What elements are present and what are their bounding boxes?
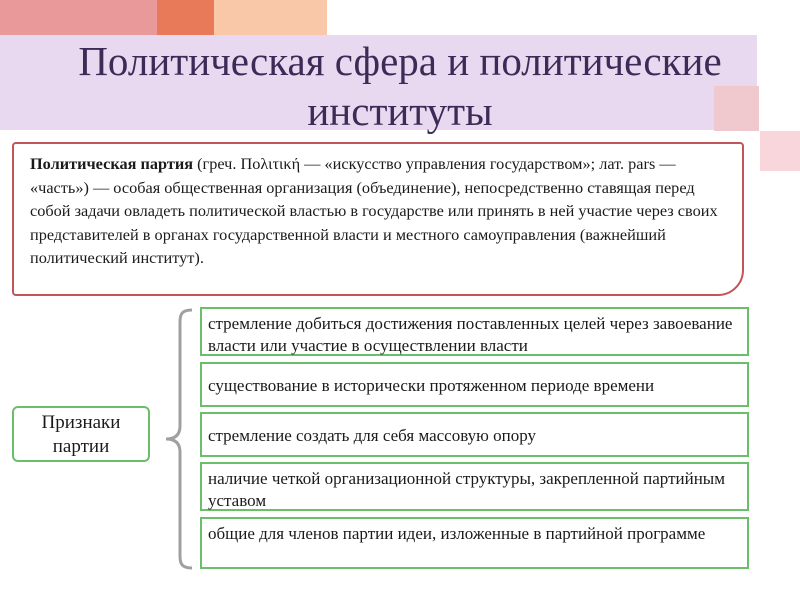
decor-square-light-rose [760, 131, 800, 171]
page-title: Политическая сфера и политические институты [78, 38, 722, 134]
definition-text: (греч. Πολιτική — «искусство управления государством»; лат. pars — «часть») — особая общественная организация (объединение), непосредственно ставящая перед собой задачи овладеть политической властью в государстве или принять в ней участие через своих представителей в органах государственной власти и местного самоуправления (важнейший политический институт). [30, 154, 718, 268]
attributes-label: Признаки партии [12, 406, 150, 462]
definition-term: Политическая партия [30, 154, 194, 173]
attribute-item-5: общие для членов партии идеи, изложенные в партийной программе [200, 517, 749, 569]
attribute-item-4: наличие четкой организационной структуры, закрепленной партийным уставом [200, 462, 749, 511]
attribute-item-3: стремление создать для себя массовую опору [200, 412, 749, 457]
brace-connector [160, 308, 200, 570]
attribute-item-2: существование в исторически протяженном периоде времени [200, 362, 749, 407]
definition-box [12, 142, 744, 296]
attribute-item-1: стремление добиться достижения поставленных целей через завоевание власти или участие в осуществлении власти [200, 307, 749, 356]
